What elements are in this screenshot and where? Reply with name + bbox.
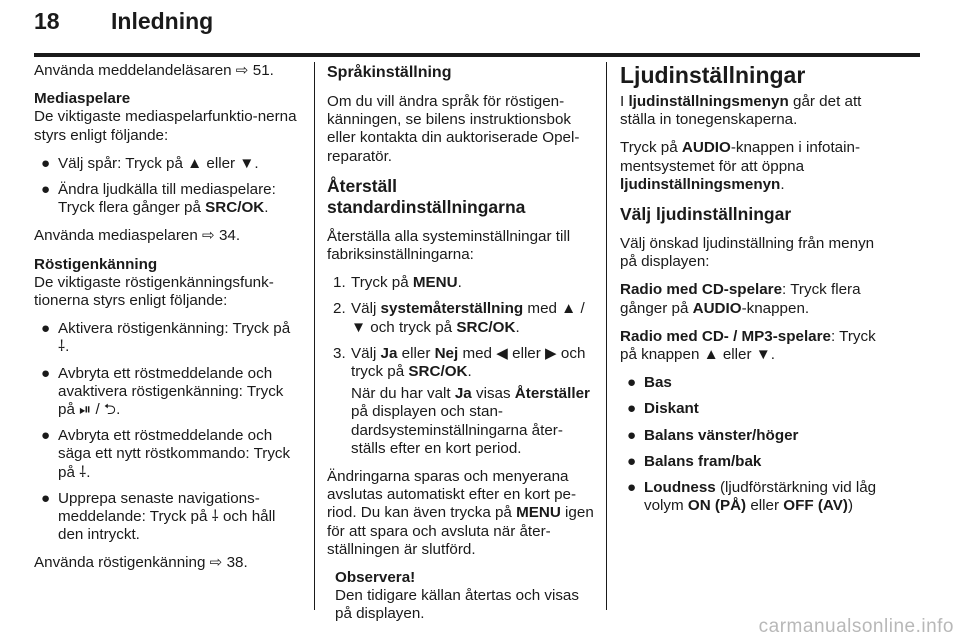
radio-cd-text: Radio med CD-spelare: Tryck flera gånger på AUDIO-knappen. bbox=[620, 281, 861, 317]
media-use-ref: Använda mediaspelaren ⇨ 34. bbox=[34, 227, 241, 245]
column-1 bbox=[34, 62, 304, 583]
column-divider bbox=[606, 62, 607, 610]
media-intro: De viktigaste mediaspelarfunktio-nerna styrs enligt följande: bbox=[34, 108, 297, 144]
voice-heading: Röstigenkänning bbox=[34, 255, 158, 273]
list-item: ● Aktivera röstigenkänning: Tryck på ⸸. bbox=[41, 320, 291, 356]
settings-list bbox=[620, 374, 890, 515]
list-item: ● Ändra ljudkälla till mediaspelare: Tryck flera gånger på SRC/OK. bbox=[41, 181, 276, 217]
language-heading: Språkinställning bbox=[327, 64, 452, 81]
select-heading: Välj ljudinställningar bbox=[620, 204, 792, 225]
list-item: 2. Välj systemåterställning med ▲ / ▼ och tryck på SRC/OK. bbox=[333, 300, 585, 336]
list-item: ● Balans vänster/höger bbox=[627, 426, 799, 444]
reset-intro: Återställa alla systeminställningar till fabriksinställningarna: bbox=[327, 227, 571, 264]
list-item: ● Välj spår: Tryck på ▲ eller ▼. bbox=[41, 154, 259, 172]
list-item: 3. Välj Ja eller Nej med ◀ eller ▶ och tryck på SRC/OK. När du har valt Ja visas Återställer på displayen och stan-dardsysteminställningarna åter-ställs efter en kort period. bbox=[327, 345, 594, 458]
note-text: Den tidigare källan återtas och visas på displayen. bbox=[335, 587, 579, 623]
step3-note: När du har valt Ja visas Återställer på displayen och stan-dardsysteminställningarna åter-ställs efter en kort period. bbox=[351, 385, 590, 457]
changes-text: Ändringarna sparas och menyerana avslutas automatiskt efter en kort pe-riod. Du kan även trycka på MENU igen för att spara och avsluta när åter-ställningen är slutförd. bbox=[327, 468, 594, 558]
media-list bbox=[34, 155, 304, 218]
sound-heading: Ljudinställningar bbox=[620, 62, 806, 88]
sound-open: Tryck på AUDIO-knappen i infotain-mentsystemet för att öppna ljudinställningsmenyn. bbox=[620, 139, 861, 193]
column-divider bbox=[314, 62, 315, 610]
reset-steps bbox=[327, 274, 594, 458]
reset-heading: Återställ standardinställningarna bbox=[327, 175, 526, 217]
header-rule bbox=[34, 53, 920, 57]
note-box bbox=[335, 569, 594, 624]
voice-list bbox=[34, 320, 304, 544]
sound-intro: I ljudinställningsmenyn går det att ställa in tonegenskaperna. bbox=[620, 93, 862, 129]
list-item: ● Upprepa senaste navigations-meddelande: Tryck på ⸸ och håll den intryckt. bbox=[41, 489, 276, 544]
radio-mp3-text: Radio med CD- / MP3-spelare: Tryck på knappen ▲ eller ▼. bbox=[620, 327, 876, 364]
list-item: ● Avbryta ett röstmeddelande och säga ett nytt röstkommando: Tryck på ⸸. bbox=[41, 427, 291, 481]
media-heading: Mediaspelare bbox=[34, 90, 131, 108]
message-reader-ref: Använda meddelandeläsaren ⇨ 51. bbox=[34, 62, 274, 79]
column-2 bbox=[327, 62, 594, 634]
voice-use-ref: Använda röstigenkänning ⇨ 38. bbox=[34, 554, 248, 572]
page-title: Inledning bbox=[111, 8, 214, 34]
page-number: 18 bbox=[34, 8, 60, 34]
page-header bbox=[34, 8, 920, 58]
language-text: Om du vill ändra språk för röstigen-känningen, se bilens instruktionsbok eller kontakta din auktoriserade Opel-reparatör. bbox=[327, 93, 580, 165]
list-item: 1. Tryck på MENU. bbox=[333, 274, 462, 292]
list-item: ● Bas bbox=[627, 374, 672, 392]
column-3 bbox=[620, 62, 890, 525]
list-item: ● Diskant bbox=[627, 400, 699, 418]
list-item: ● Balans fram/bak bbox=[627, 452, 762, 470]
note-heading: Observera! bbox=[335, 569, 416, 587]
list-item: ● Loudness (ljudförstärkning vid låg volym ON (PÅ) eller OFF (AV)) bbox=[627, 479, 877, 515]
watermark: carmanualsonline.info bbox=[758, 616, 954, 637]
list-item: ● Avbryta ett röstmeddelande och avaktivera röstigenkänning: Tryck på ⏯ / ⮌. bbox=[41, 364, 284, 419]
voice-intro: De viktigaste röstigenkänningsfunk-tionerna styrs enligt följande: bbox=[34, 273, 274, 310]
select-intro: Välj önskad ljudinställning från menyn på displayen: bbox=[620, 235, 875, 271]
